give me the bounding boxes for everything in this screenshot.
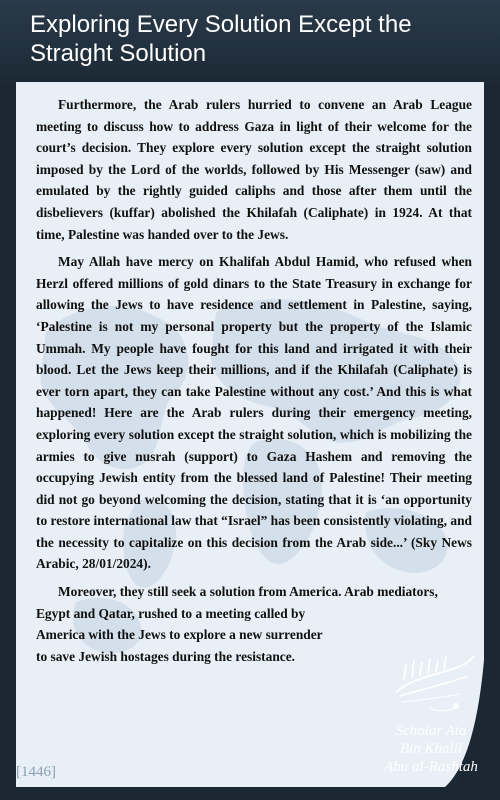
article-body: [36, 94, 472, 673]
calligraphy-logo-icon: [390, 650, 478, 720]
author-signature: [372, 650, 490, 795]
paragraph-3-line: to save Jewish hostages during the resistance.: [36, 648, 296, 664]
header-banner: [0, 0, 500, 82]
signature-name: [372, 722, 490, 776]
page-number: [1446]: [16, 764, 56, 780]
paragraph-3-line: America with the Jews to explore a new surrender: [36, 627, 323, 643]
paragraph-3-line: Moreover, they still seek a solution from America. Arab mediators,: [58, 584, 438, 600]
signature-line: Scholar Ata: [395, 723, 467, 739]
paragraph-1: Furthermore, the Arab rulers hurried to convene an Arab League meeting to discuss how to address Gaza in light of their welcome for the court’s decision. They explore every solution except the straight solution imposed by the Lord of the worlds, followed by His Messenger (saw) and emulated by the rightly guided caliphs and those after them until the disbelievers (kuffar) abolished the Khilafah (Caliphate) in 1924. At that time, Palestine was handed over to the Jews.: [36, 97, 472, 242]
signature-line: Bin Khalil: [399, 741, 463, 757]
paragraph-3: [36, 581, 438, 667]
signature-line: Abu al-Rashtah: [384, 759, 478, 775]
page-title: Exploring Every Solution Except the Straight Solution: [30, 11, 412, 67]
paragraph-3-line: Egypt and Qatar, rushed to a meeting called by: [36, 605, 306, 621]
paragraph-2: May Allah have mercy on Khalifah Abdul Hamid, who refused when Herzl offered millions of gold dinars to the State Treasury in exchange for allowing the Jews to have residence and settlement in Palestine, saying, ‘Palestine is not my personal property but the property of the Islamic Ummah. My people have fought for this land and irrigated it with their blood. Let the Jews keep their millions, and if the Khilafah (Caliphate) is ever torn apart, they can take Palestine without any cost.’ And this is what happened! Here are the Arab rulers during their emergency meeting, exploring every solution except the straight solution, which is mobilizing the armies to give nusrah (support) to Gaza Hashem and removing the occupying Jewish entity from the blessed land of Palestine! Their meeting did not go beyond welcoming the decision, stating that it is ‘an opportunity to restore international law that “Israel” has been consistently violating, and the necessity to capitalize on this decision from the Arab side...’ (Sky News Arabic, 28/01/2024).: [36, 254, 472, 572]
